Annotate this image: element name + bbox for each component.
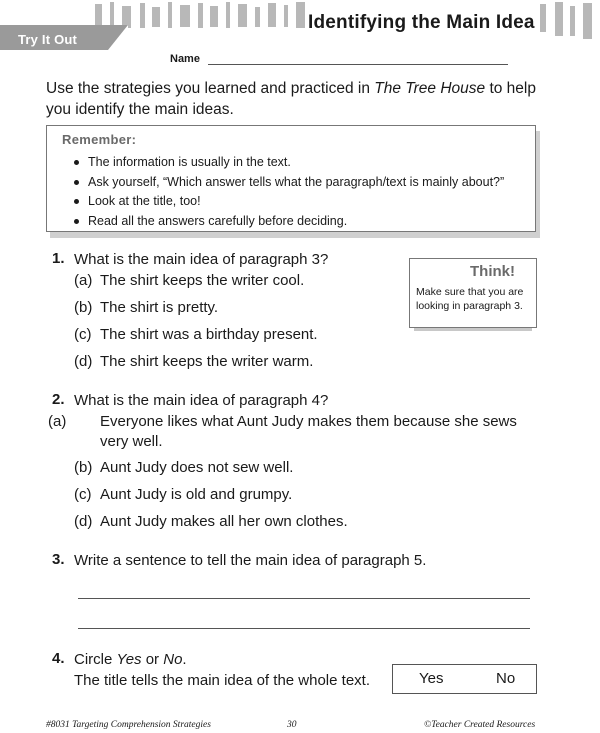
option-text: The shirt keeps the writer warm. [100, 353, 314, 370]
question-2-option-b[interactable] [74, 458, 293, 478]
answer-line[interactable] [78, 628, 530, 629]
name-field-line[interactable] [208, 64, 508, 65]
remember-item-text: Look at the title, too! [88, 194, 201, 208]
question-1-number: 1. [52, 250, 65, 267]
section-tab-label: Try It Out [18, 32, 78, 47]
question-4-statement: The title tells the main idea of the whole text. [74, 672, 370, 689]
yes-no-box [392, 664, 537, 694]
book-title: The Tree House [374, 80, 486, 97]
q4-yes-word: Yes [116, 651, 142, 668]
bullet-icon [74, 160, 79, 165]
footer-book-title: #8031 Targeting Comprehension Strategies [46, 720, 211, 730]
remember-list [70, 153, 540, 231]
option-text: Aunt Judy does not sew well. [100, 459, 294, 476]
yes-option[interactable]: Yes [419, 670, 444, 687]
question-2-option-c[interactable] [74, 485, 292, 505]
option-text: The shirt was a birthday present. [100, 326, 318, 343]
option-letter: (a) [48, 413, 67, 430]
option-text: Aunt Judy is old and grumpy. [100, 486, 293, 503]
page-title: Identifying the Main Idea [308, 12, 535, 33]
question-1-option-d[interactable] [74, 352, 313, 372]
option-text: The shirt keeps the writer cool. [100, 272, 305, 289]
question-1-option-b[interactable] [74, 298, 218, 318]
remember-item-text: Read all the answers carefully before deciding. [88, 213, 348, 228]
option-letter: (a) [74, 272, 93, 289]
think-title: Think! [470, 263, 515, 280]
question-2-option-a[interactable] [48, 412, 540, 452]
question-3-text: Write a sentence to tell the main idea of paragraph 5. [74, 552, 427, 569]
bullet-icon [74, 219, 79, 224]
remember-item [70, 153, 540, 173]
question-2-text: What is the main idea of paragraph 4? [74, 392, 329, 409]
intro-text-start: Use the strategies you learned and practiced in [46, 80, 375, 97]
remember-item-text: The information is usually in the text. [88, 155, 291, 169]
question-1-text: What is the main idea of paragraph 3? [74, 251, 329, 268]
question-2-number: 2. [52, 391, 65, 408]
option-letter: (c) [74, 486, 92, 503]
footer-page-number: 30 [287, 720, 297, 730]
option-letter: (c) [74, 326, 92, 343]
footer-publisher: ©Teacher Created Resources [424, 720, 536, 730]
intro-paragraph [46, 78, 546, 120]
question-1-option-a[interactable] [74, 271, 304, 291]
q4-text-end: . [182, 651, 187, 668]
no-option[interactable]: No [496, 670, 516, 687]
remember-item-text: Ask yourself, “Which answer tells what the paragraph/text is mainly about?” [88, 174, 505, 189]
question-1-option-c[interactable] [74, 325, 318, 345]
intro-text-end: to help you identify the main ideas. [46, 80, 536, 118]
bullet-icon [74, 199, 79, 204]
remember-item [70, 192, 540, 212]
answer-line[interactable] [78, 598, 530, 599]
option-text: Aunt Judy makes all her own clothes. [100, 513, 348, 530]
question-3-number: 3. [52, 551, 65, 568]
remember-title: Remember: [62, 132, 137, 147]
question-4-text [74, 650, 187, 670]
q4-text-start: Circle [74, 651, 117, 668]
option-letter: (d) [74, 513, 93, 530]
option-letter: (b) [74, 459, 93, 476]
think-text: Make sure that you are looking in paragraph 3. [416, 286, 524, 312]
name-label: Name [170, 53, 200, 65]
option-letter: (b) [74, 299, 93, 316]
option-text: The shirt is pretty. [100, 299, 219, 316]
q4-no-word: No [163, 651, 183, 668]
option-letter: (d) [74, 353, 93, 370]
q4-text-middle: or [141, 651, 164, 668]
bullet-icon [74, 180, 79, 185]
question-2-option-d[interactable] [74, 512, 348, 532]
remember-item [70, 173, 540, 193]
question-4-number: 4. [52, 650, 65, 667]
option-text: Everyone likes what Aunt Judy makes them because she sews very well. [100, 413, 517, 450]
remember-item [70, 212, 540, 232]
